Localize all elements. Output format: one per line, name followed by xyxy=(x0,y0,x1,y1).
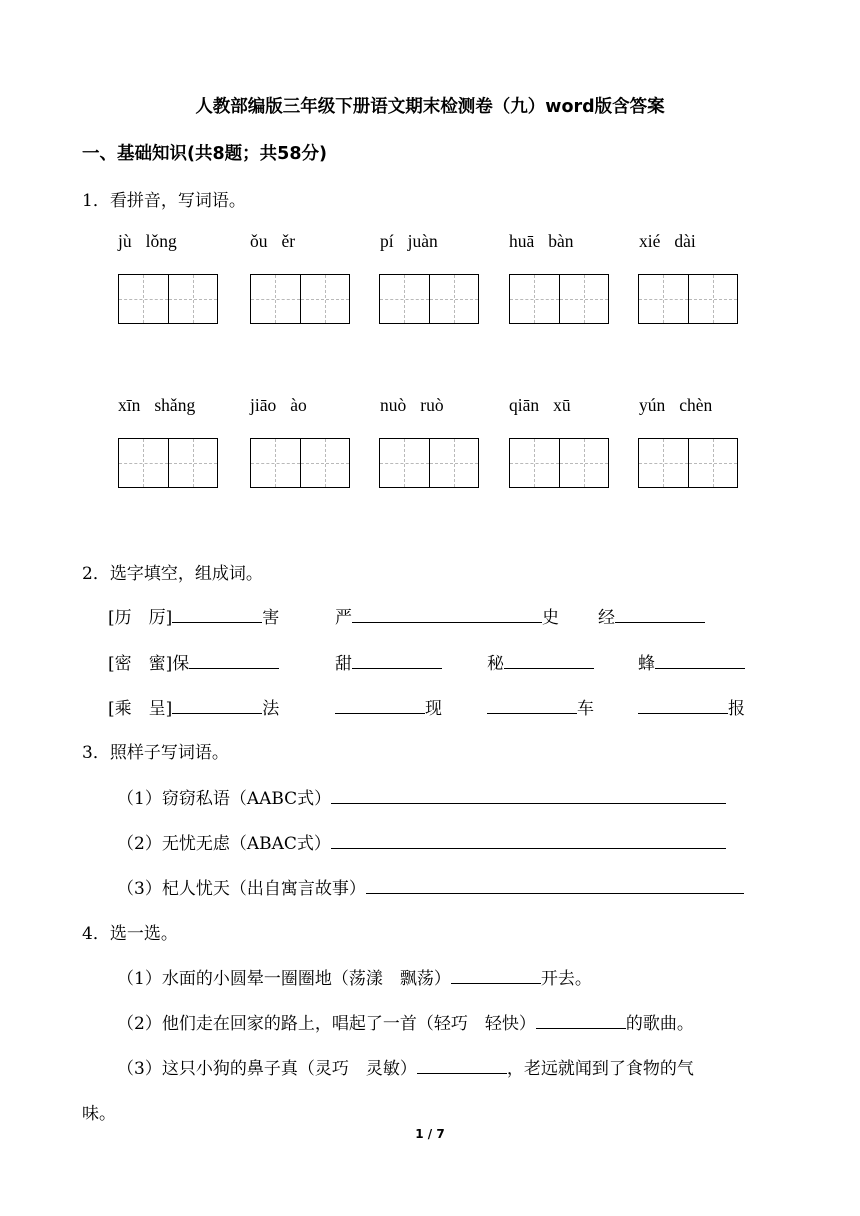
blank[interactable] xyxy=(352,652,442,669)
q2-row1: [历 厉] 害 xyxy=(108,608,280,628)
blank[interactable] xyxy=(638,697,728,714)
pinyin-group: xié dài xyxy=(639,231,696,251)
writing-grid[interactable] xyxy=(638,438,738,488)
q2-row1-b: 严 史 xyxy=(335,608,559,628)
q4-item-3: （3）这只小狗的鼻子真（灵巧 灵敏） ，老远就闻到了食物的气 xyxy=(117,1059,694,1079)
pinyin-group: jiāo ào xyxy=(250,395,307,415)
q4-item-1: （1）水面的小圆晕一圈圈地（荡漾 飘荡） 开去。 xyxy=(117,969,592,989)
document-title: 人教部编版三年级下册语文期末检测卷（九）word版含答案 xyxy=(195,97,665,117)
pinyin-group: xīn shǎng xyxy=(118,395,196,415)
blank[interactable] xyxy=(172,606,262,623)
blank[interactable] xyxy=(451,967,541,984)
pinyin-group: nuò ruò xyxy=(380,395,444,415)
q3-item-1: （1）窃窃私语（AABC式） xyxy=(117,784,726,809)
writing-grid[interactable] xyxy=(250,274,350,324)
q3-item-2: （2）无忧无虑（ABAC式） xyxy=(117,829,726,854)
writing-grid[interactable] xyxy=(509,438,609,488)
q2-row3-b: 现 xyxy=(335,694,442,719)
q2-prompt: 2．选字填空，组成词。 xyxy=(82,564,263,584)
pinyin-group: ǒu ěr xyxy=(250,231,296,251)
pinyin-group: jù lǒng xyxy=(118,231,177,251)
q3-prompt: 3．照样子写词语。 xyxy=(82,743,229,763)
blank[interactable] xyxy=(352,606,542,623)
q4-item-2: （2）他们走在回家的路上，唱起了一首（轻巧 轻快） 的歌曲。 xyxy=(117,1014,694,1034)
pinyin-group: yún chèn xyxy=(639,395,713,415)
writing-grid[interactable] xyxy=(509,274,609,324)
pinyin-group: huā bàn xyxy=(509,231,574,251)
writing-grid[interactable] xyxy=(379,438,479,488)
section-heading: 一、基础知识(共8题；共58分) xyxy=(82,144,328,164)
blank[interactable] xyxy=(172,697,262,714)
answer-line[interactable] xyxy=(366,877,744,894)
pinyin-group: qiān xū xyxy=(509,395,571,415)
q2-row3-d: 报 xyxy=(638,694,745,719)
answer-line[interactable] xyxy=(331,832,726,849)
q4-prompt: 4．选一选。 xyxy=(82,924,178,944)
writing-grid[interactable] xyxy=(118,438,218,488)
q2-row1-c: 经 xyxy=(598,603,705,628)
writing-grid[interactable] xyxy=(250,438,350,488)
blank[interactable] xyxy=(615,606,705,623)
q3-item-3: （3）杞人忧天（出自寓言故事） xyxy=(117,874,744,899)
q2-row2: [密 蜜]保 xyxy=(108,649,279,674)
writing-grid[interactable] xyxy=(118,274,218,324)
blank[interactable] xyxy=(189,652,279,669)
blank[interactable] xyxy=(417,1057,507,1074)
q2-row2-c: 秘 xyxy=(487,649,594,674)
q2-row2-d: 蜂 xyxy=(638,649,745,674)
answer-line[interactable] xyxy=(331,787,726,804)
writing-grid[interactable] xyxy=(638,274,738,324)
q1-prompt: 1．看拼音，写词语。 xyxy=(82,191,246,211)
blank[interactable] xyxy=(335,697,425,714)
writing-grid[interactable] xyxy=(379,274,479,324)
blank[interactable] xyxy=(536,1012,626,1029)
q2-row3-c: 车 xyxy=(487,694,594,719)
blank[interactable] xyxy=(655,652,745,669)
page-number: 1 / 7 xyxy=(415,1127,445,1141)
blank[interactable] xyxy=(504,652,594,669)
pinyin-group: pí juàn xyxy=(380,231,438,251)
q2-row2-b: 甜 xyxy=(335,649,442,674)
blank[interactable] xyxy=(487,697,577,714)
q4-item-3-cont: 味。 xyxy=(82,1104,116,1124)
q2-row3: [乘 呈] 法 xyxy=(108,699,280,719)
